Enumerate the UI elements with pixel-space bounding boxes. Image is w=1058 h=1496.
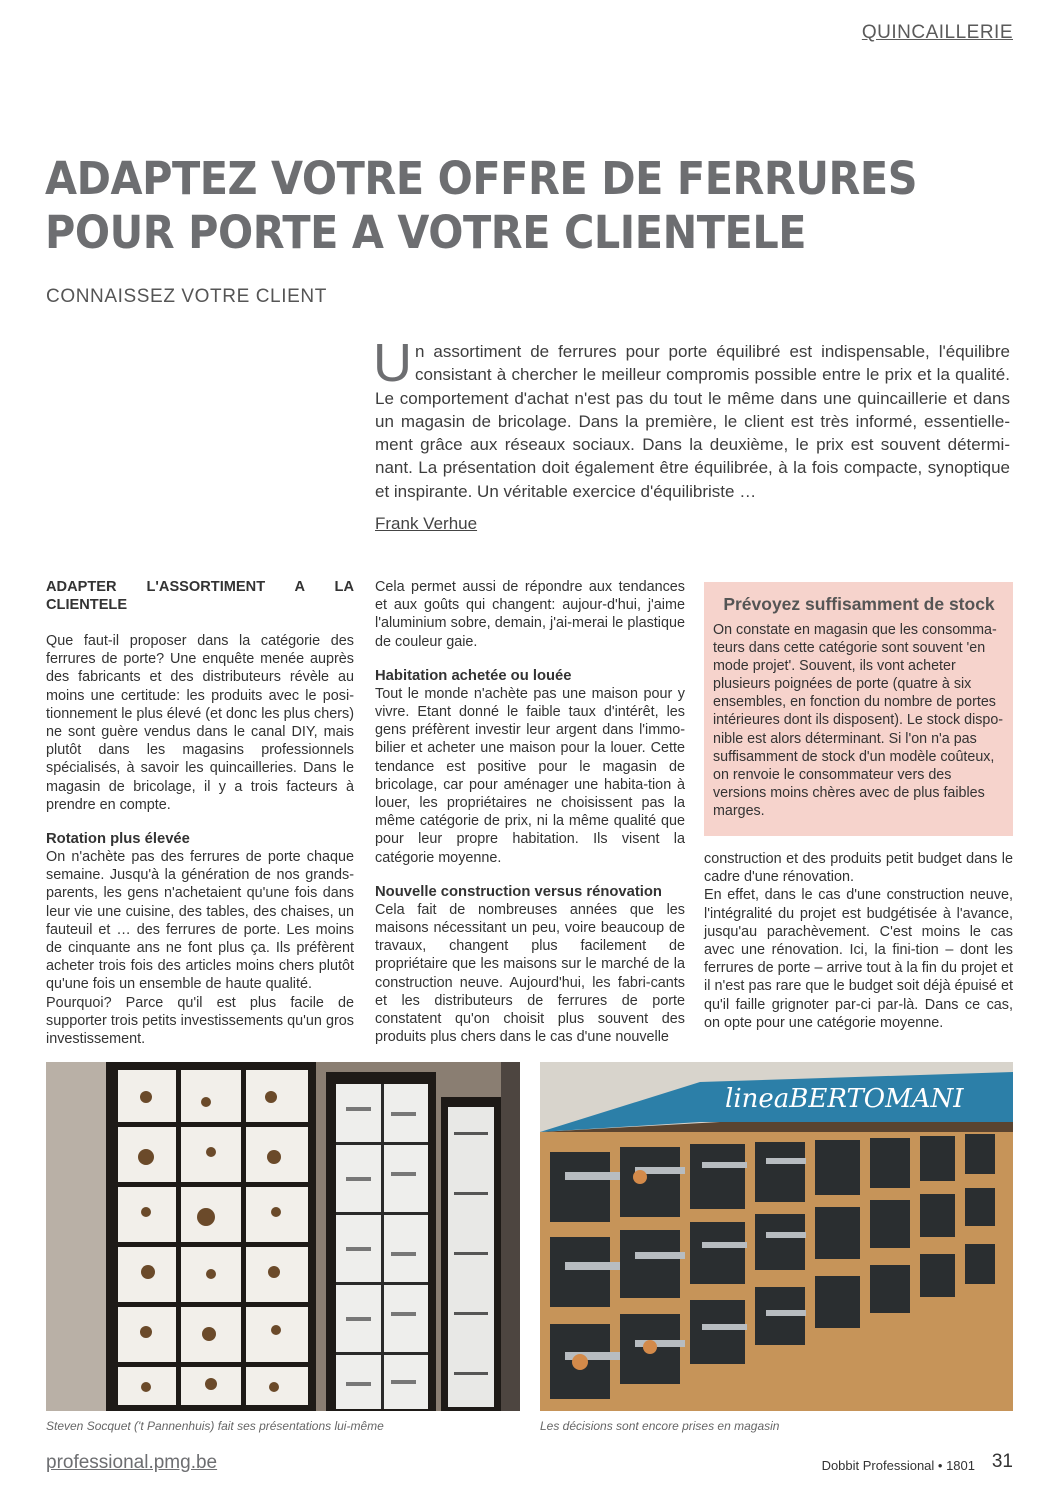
author-byline: Frank Verhue [375,514,478,533]
article-intro [373,333,1010,503]
display-wall-image [46,1062,520,1411]
photo-store-display [540,1062,1013,1411]
section-tag: QUINCAILLERIE [861,22,1013,43]
footer-website-link[interactable]: professional.pmg.be [46,1452,218,1473]
photo-caption-2: Les décisions sont encore prises en magasin [540,1419,780,1433]
photo-caption-1: Steven Socquet ('t Pannenhuis) fait ses présentations lui-même [46,1419,384,1433]
paragraph: Cela fait de nombreuses années que les maisons nécessitant un peu, voire beaucoup de travaux, changent plus facilement de propriétaire que les maisons sur le marché de la construction neuve. Aujourd'hui, les fabri-cants et les distributeurs de ferrures de porte constatent qu'on choisit plus souvent des produits plus chers dans le cas d'une nouvelle [375,901,685,1046]
subheading: Rotation plus élevée [46,831,190,848]
brand-logo-text: lineaBERTOMANI [725,1084,964,1114]
paragraph: Tout le monde n'achète pas une maison pour y vivre. Etant donné le faible taux d'intérêt, les gens préfèrent investir leur argent dans l'immo-bilier et acheter une maison pour la louer. Cette tendance est positive pour le magasin de bricolage, car pour aménager une habita-tion à louer, les propriétaires ne choisissent pas la même catégorie de prix, ni la même qualité que pour leur propre habitation. Ils visent la catégorie moyenne. [375,685,685,866]
sidebar-text: On constate en magasin que les consomma-teurs dans cette catégorie sont souvent 'en mode projet'. Souvent, ils vont acheter plusieurs poignées de porte (quatre à six ensembles, en fonction du nombre de portes intérieures dont ils disposent). Le stock dispo-nible est alors déterminant. Si l'on n'a pas suffisamment de stock d'un modèle coûteux, on renvoie le consommateur vers des versions moins chères avec de plus faibles marges. [713,622,1004,819]
intro-text: n assortiment de ferrures pour porte équilibré est indispensable, l'équilibre consistant à chercher le meilleur compromis possible entre le prix et la qualité. Le comportement d'achat n'est pas du tout le même dans une quincaillerie et dans un magasin de bricolage. Dans la première, le client est très informé, essentielle-ment grâce aux réseaux sociaux. Dans la deuxième, le prix est souvent détermi-nant. La présentation doit également être équilibrée, à la fois compacte, synoptique et inspirante. Un véritable exercice d'équilibriste … [375,342,1010,501]
subheading: Habitation achetée ou louée [375,667,572,684]
page-number: 31 [991,1451,1013,1472]
paragraph: On n'achète pas des ferrures de porte chaque semaine. Jusqu'à la génération de nos grands-parents, les gens n'achetaient qu'une fois dans leur vie une cuisine, des tables, des chaises, un fauteuil et … des ferrures de porte. Les moins de cinquante ans ne font plus ça. Ils préfèrent acheter trois fois des articles moins chers plutôt qu'une fois un ensemble de haute qualité. [46,849,354,993]
store-wall-image [540,1062,1013,1411]
paragraph: construction et des produits petit budget dans le cadre d'une rénovation. [704,851,1013,886]
sidebar-box [704,582,1013,836]
article-subtitle: CONNAISSEZ VOTRE CLIENT [46,286,327,307]
drop-cap: U [373,333,412,393]
subheading: Nouvelle construction versus rénovation [375,883,662,900]
paragraph: Que faut-il proposer dans la catégorie des ferrures de porte? Une enquête menée auprès des fabricants et des distributeurs révèle au moins une certitude: les produits avec le posi-tionnement le plus élevé (et donc les plus chers) ne sont guère vendus dans le canal DIY, mais plutôt dans les magasins professionnels spécialisés, à savoir les quincailleries. Dans le magasin de bricolage, il y a trois facteurs à prendre en compte. [46,633,354,813]
column-1 [46,578,354,1048]
title-line-2: POUR PORTE A VOTRE CLIENTELE [45,206,807,259]
column-3 [704,850,1013,1032]
footer-magazine-issue: Dobbit Professional • 1801 [821,1458,975,1473]
column-2 [375,578,685,1046]
section-heading: ADAPTER L'ASSORTIMENT A LA CLIENTELE [46,579,354,613]
paragraph: Pourquoi? Parce qu'il est plus facile de supporter trois petits investissements qu'un gros investissement. [46,994,354,1048]
article-title [45,152,928,260]
sidebar-title: Prévoyez suffisamment de stock [723,594,995,614]
paragraph: Cela permet aussi de répondre aux tendances et aux goûts qui changent: aujour-d'hui, j'aime l'aluminium sobre, demain, j'ai-merai le plastique de couleur gaie. [375,579,685,650]
paragraph: En effet, dans le cas d'une construction neuve, l'intégralité du projet est budgétisée à l'avance, jusqu'au parachèvement. C'est moins le cas avec une rénovation. Ici, la fini-tion – dont les ferrures de porte – arrive tout à la fin du projet et il n'est pas rare que le budget soit déjà épuisé et qu'il faille grignoter par-ci par-là. Dans ce cas, on opte pour une catégorie moyenne. [704,887,1013,1031]
photo-hardware-display [46,1062,520,1411]
title-line-1: ADAPTEZ VOTRE OFFRE DE FERRURES [45,152,918,205]
